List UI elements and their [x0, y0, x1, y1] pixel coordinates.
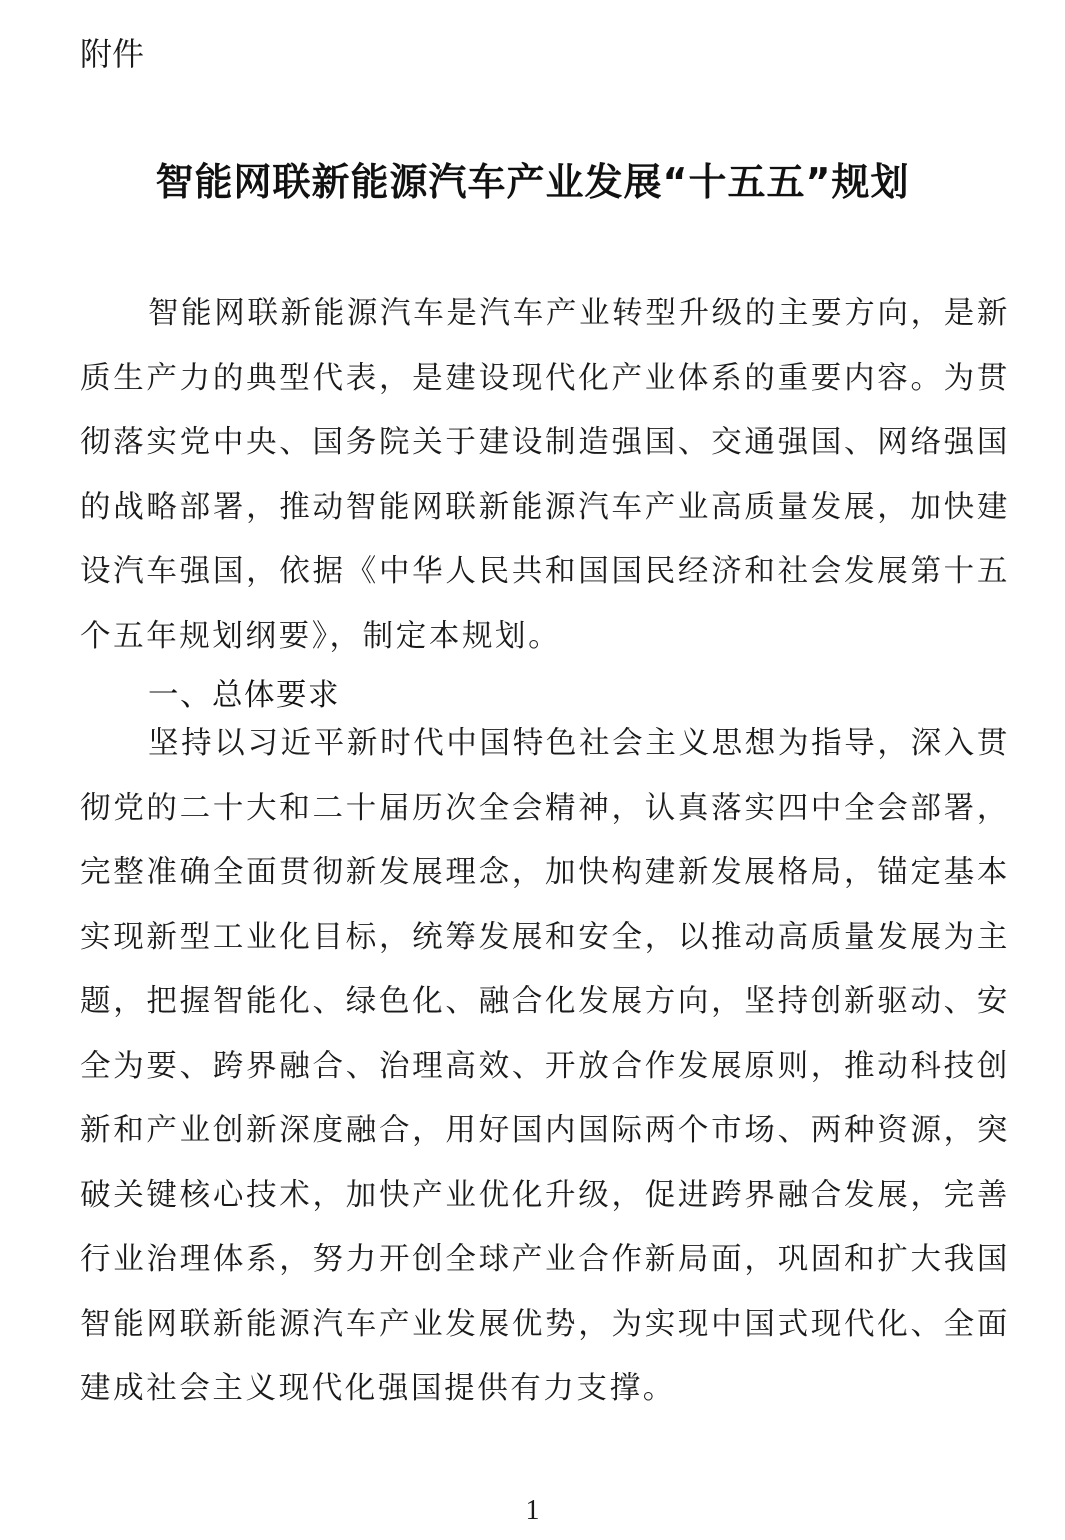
attachment-label: 附件	[80, 35, 145, 73]
intro-paragraph: 智能网联新能源汽车是汽车产业转型升级的主要方向，是新质生产力的典型代表，是建设现代化产业体系的重要内容。为贯彻落实党中央、国务院关于建设制造强国、交通强国、网络强国的战略部署，推动智能网联新能源汽车产业高质量发展，加快建设汽车强国，依据《中华人民共和国国民经济和社会发展第十五个五年规划纲要》，制定本规划。	[80, 296, 1010, 654]
page-number: 1	[525, 1495, 540, 1526]
document-title: 智能网联新能源汽车产业发展“十五五”规划	[155, 160, 910, 204]
section-heading: 一、总体要求	[148, 678, 340, 713]
section-paragraph: 坚持以习近平新时代中国特色社会主义思想为指导，深入贯彻党的二十大和二十届历次全会精神，认真落实四中全会部署，完整准确全面贯彻新发展理念，加快构建新发展格局，锚定基本实现新型工业化目标，统筹发展和安全，以推动高质量发展为主题，把握智能化、绿色化、融合化发展方向，坚持创新驱动、安全为要、跨界融合、治理高效、开放合作发展原则，推动科技创新和产业创新深度融合，用好国内国际两个市场、两种资源，突破关键核心技术，加快产业优化升级，促进跨界融合发展，完善行业治理体系，努力开创全球产业合作新局面，巩固和扩大我国智能网联新能源汽车产业发展优势，为实现中国式现代化、全面建成社会主义现代化强国提供有力支撑。	[80, 726, 1010, 1406]
